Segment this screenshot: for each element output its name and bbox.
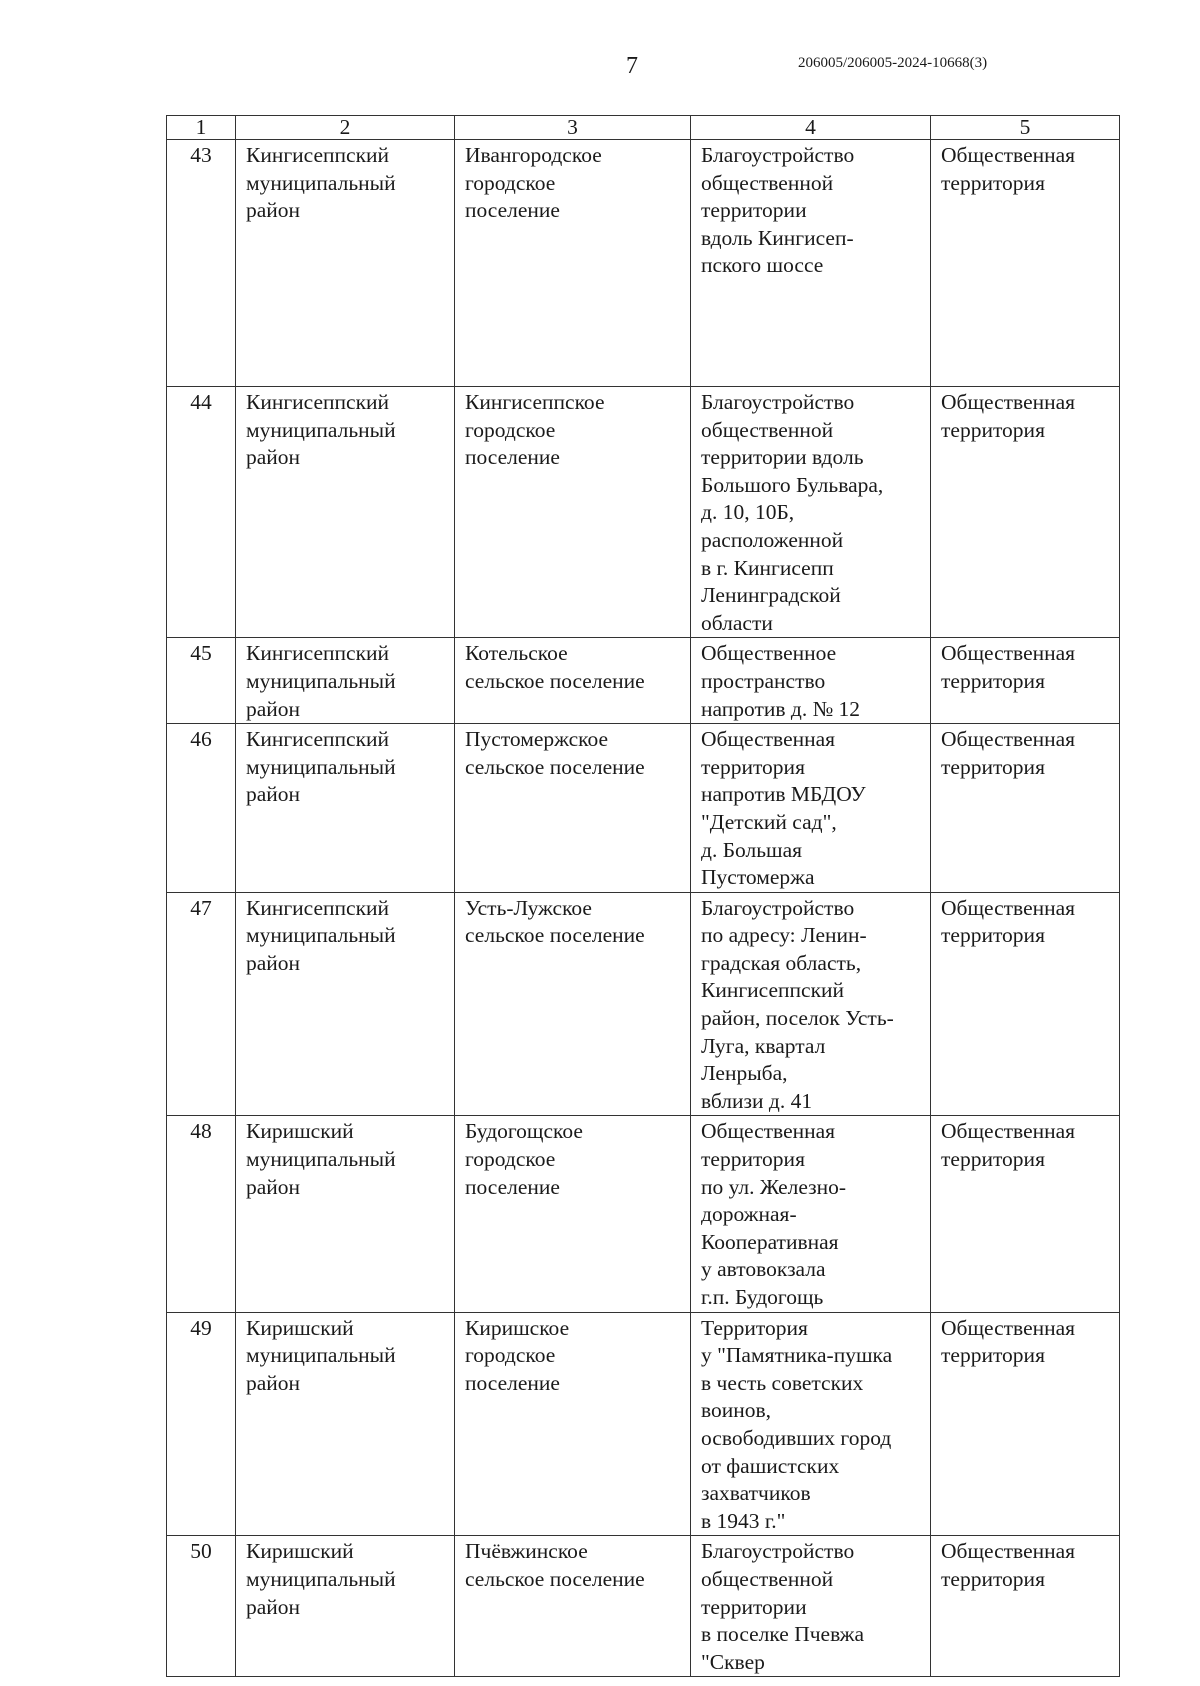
table-row [167,1116,1120,1312]
row-number: 45 [167,638,236,724]
cell-line: Благоустройство [701,1539,855,1564]
table-row [167,892,1120,1116]
cell-line: городское [465,1343,556,1368]
page-number: 7 [626,53,638,79]
table-row [167,1312,1120,1536]
table-row [167,140,1120,387]
cell-line: Благоустройство [701,143,855,167]
cell-line: области [701,610,773,635]
cell-line: общественной [701,417,834,442]
settlement-cell [455,892,691,1116]
cell-line: Большого Бульвара, [701,472,884,497]
cell-line: Общественная [941,895,1076,920]
cell-line: муниципальный [246,1147,396,1172]
district-cell [236,1312,455,1536]
cell-line: территория [941,668,1045,693]
district-cell [236,638,455,724]
cell-line: территория [941,923,1045,948]
cell-line: территория [941,1147,1045,1172]
cell-line: д. 10, 10Б, [701,500,795,525]
cell-line: территория [941,1566,1045,1591]
cell-line: общественной [701,170,834,195]
column-header: 5 [931,116,1120,140]
cell-line: городское [465,417,556,442]
object-cell [691,387,931,638]
cell-line: Общественная [941,727,1076,752]
cell-line: территория [701,754,805,779]
cell-line: Киришское [465,1315,570,1340]
type-cell [931,724,1120,893]
document-id: 206005/206005-2024-10668(3) [798,55,988,71]
cell-line: в честь советских [701,1370,864,1395]
cell-line: сельское поселение [465,754,645,779]
cell-line: Общественная [941,1315,1076,1340]
object-cell [691,638,931,724]
cell-line: вдоль Кингисеп- [701,225,854,250]
cell-line: пского шоссе [701,253,824,278]
type-cell [931,1116,1120,1312]
type-cell [931,387,1120,638]
row-number: 44 [167,387,236,638]
district-cell [236,387,455,638]
cell-line: дорожная- [701,1202,797,1227]
cell-line: муниципальный [246,1566,396,1591]
cell-line: территория [941,1343,1045,1368]
cell-line: Общественная [941,143,1076,167]
cell-line: по ул. Железно- [701,1174,847,1199]
cell-line: Кооперативная [701,1229,839,1254]
cell-line: общественной [701,1566,834,1591]
cell-line: район [246,950,301,975]
table-row [167,638,1120,724]
cell-line: вблизи д. 41 [701,1088,813,1113]
cell-line: напротив МБДОУ [701,782,866,807]
settlement-cell [455,1536,691,1677]
cell-line: район [246,445,301,470]
cell-line: д. Большая [701,837,803,862]
cell-line: поселение [465,198,560,223]
type-cell [931,892,1120,1116]
cell-line: территория [941,417,1045,442]
cell-line: Киришский [246,1315,354,1340]
cell-line: градская область, [701,950,862,975]
cell-line: городское [465,170,556,195]
cell-line: район [246,696,301,721]
object-cell [691,724,931,893]
cell-line: Котельское [465,641,568,666]
column-header: 3 [455,116,691,140]
cell-line: Общественная [941,390,1076,414]
cell-line: воинов, [701,1398,772,1423]
cell-line: Общественная [701,1119,836,1144]
cell-line: Луга, квартал [701,1033,826,1058]
district-cell [236,1116,455,1312]
cell-line: Общественная [941,1539,1076,1564]
cell-line: поселение [465,1174,560,1199]
cell-line: Ленинградской [701,583,841,608]
cell-line: Территория [701,1315,808,1340]
cell-line: Пустомержское [465,727,609,752]
cell-line: территория [701,1147,805,1172]
cell-line: Кингисеппское [465,390,605,414]
cell-line: по адресу: Ленин- [701,923,867,948]
cell-line: поселение [465,1370,560,1395]
cell-line: от фашистских [701,1453,840,1478]
cell-line: сельское поселение [465,1566,645,1591]
cell-line: сельское поселение [465,668,645,693]
cell-line: Общественная [941,1119,1076,1144]
cell-line: "Детский сад", [701,809,837,834]
cell-line: Общественная [701,727,836,752]
cell-line: г.п. Будогощь [701,1285,824,1309]
district-cell [236,892,455,1116]
object-cell [691,892,931,1116]
column-header: 2 [236,116,455,140]
settlement-cell [455,387,691,638]
cell-line: Пчёвжинское [465,1539,588,1564]
object-cell [691,1536,931,1677]
cell-line: Благоустройство [701,390,855,414]
cell-line: освободивших город [701,1425,892,1450]
cell-line: напротив д. № 12 [701,696,860,721]
settlement-cell [455,140,691,387]
cell-line: территории [701,198,807,223]
territory-table [166,115,1120,1677]
cell-line: Ивангородское [465,143,602,167]
cell-line: у "Памятника-пушка [701,1343,893,1368]
table-body [167,140,1120,1677]
district-cell [236,1536,455,1677]
cell-line: район, поселок Усть- [701,1006,894,1031]
cell-line: Кингисеппский [246,727,390,752]
cell-line: Ленрыба, [701,1061,788,1086]
cell-line: "Сквер [701,1649,765,1674]
cell-line: район [246,1174,301,1199]
cell-line: пространство [701,668,826,693]
column-header: 4 [691,116,931,140]
table-header-row [167,116,1120,140]
row-number: 48 [167,1116,236,1312]
cell-line: Усть-Лужское [465,895,592,920]
row-number: 47 [167,892,236,1116]
type-cell [931,1536,1120,1677]
cell-line: сельское поселение [465,923,645,948]
cell-line: муниципальный [246,417,396,442]
cell-line: захватчиков [701,1481,811,1506]
row-number: 43 [167,140,236,387]
cell-line: Кингисеппский [246,895,390,920]
object-cell [691,1116,931,1312]
object-cell [691,140,931,387]
cell-line: район [246,1594,301,1619]
cell-line: у автовокзала [701,1257,826,1282]
table-row [167,724,1120,893]
cell-line: Кингисеппский [701,978,845,1003]
cell-line: Общественное [701,641,837,666]
cell-line: территория [941,754,1045,779]
cell-line: расположенной [701,527,844,552]
row-number: 50 [167,1536,236,1677]
cell-line: Пустомержа [701,865,815,890]
cell-line: территория [941,170,1045,195]
settlement-cell [455,1116,691,1312]
cell-line: территории [701,1594,807,1619]
cell-line: Кингисеппский [246,143,390,167]
district-cell [236,140,455,387]
type-cell [931,1312,1120,1536]
type-cell [931,140,1120,387]
cell-line: Киришский [246,1539,354,1564]
settlement-cell [455,638,691,724]
cell-line: Общественная [941,641,1076,666]
cell-line: Киришский [246,1119,354,1144]
cell-line: район [246,198,301,223]
table-row [167,387,1120,638]
cell-line: в поселке Пчевжа [701,1622,865,1647]
cell-line: в г. Кингисепп [701,555,834,580]
cell-line: Кингисеппский [246,641,390,666]
cell-line: территории вдоль [701,445,864,470]
cell-line: муниципальный [246,1343,396,1368]
object-cell [691,1312,931,1536]
cell-line: муниципальный [246,923,396,948]
cell-line: муниципальный [246,170,396,195]
district-cell [236,724,455,893]
cell-line: в 1943 г." [701,1508,786,1533]
cell-line: муниципальный [246,668,396,693]
column-header: 1 [167,116,236,140]
cell-line: Кингисеппский [246,390,390,414]
row-number: 49 [167,1312,236,1536]
type-cell [931,638,1120,724]
settlement-cell [455,1312,691,1536]
cell-line: городское [465,1147,556,1172]
cell-line: Будогощское [465,1119,583,1144]
cell-line: район [246,782,301,807]
row-number: 46 [167,724,236,893]
settlement-cell [455,724,691,893]
table-row [167,1536,1120,1677]
cell-line: муниципальный [246,754,396,779]
cell-line: поселение [465,445,560,470]
cell-line: Благоустройство [701,895,855,920]
cell-line: район [246,1370,301,1395]
